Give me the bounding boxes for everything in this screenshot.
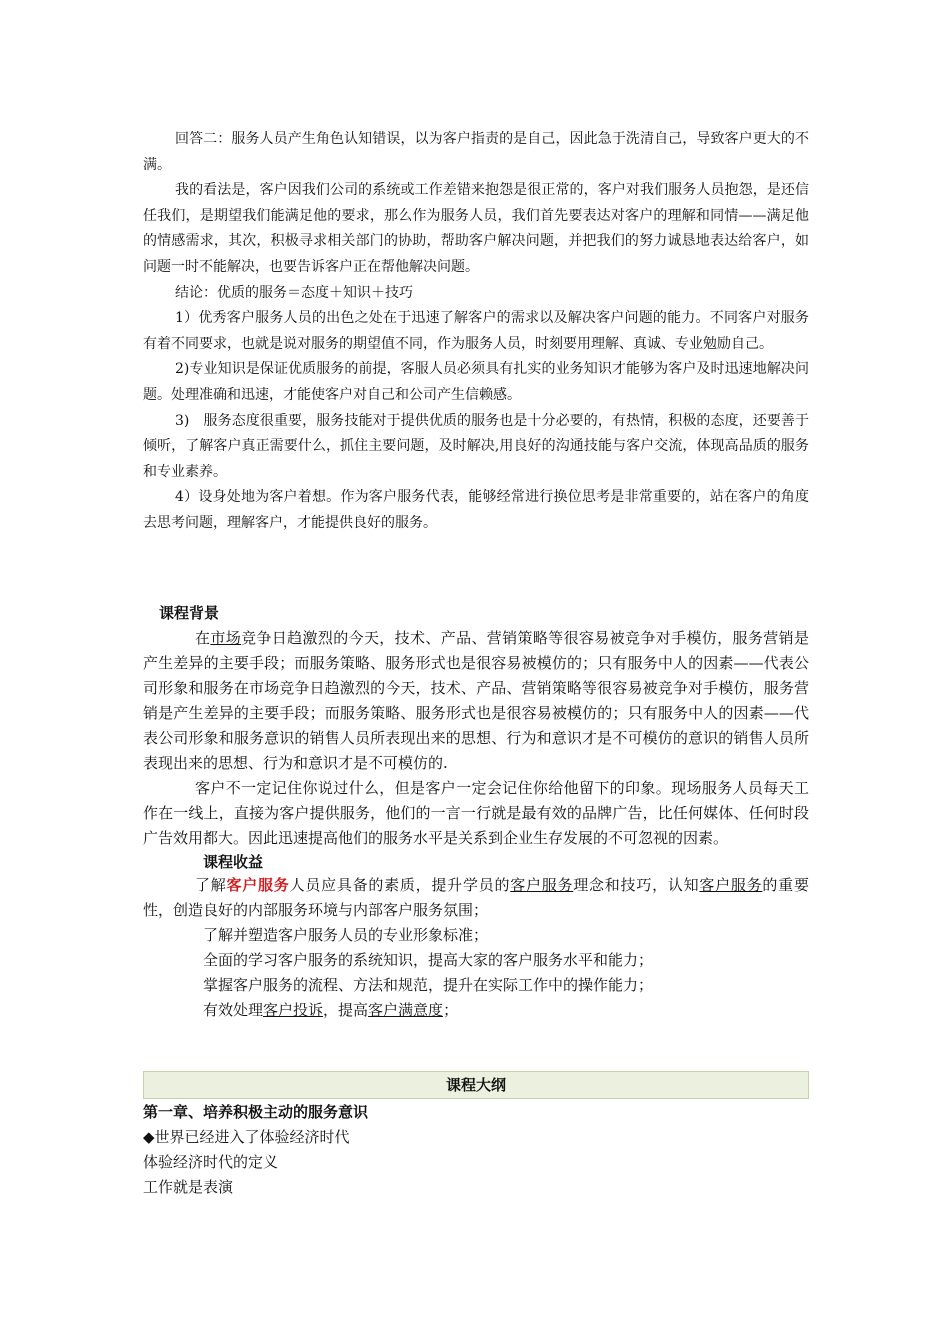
text-run: 有效处理 [203,1001,264,1019]
text-run: ； [443,1001,459,1019]
gain-item-1 [143,873,809,923]
gain-item-5 [203,998,809,1023]
background-paragraph-2: 客户不一定记住你说过什么，但是客户一定会记住你给他留下的印象。现场服务人员每天工作在一线上，直接为客户提供服务，他们的一言一行就是最有效的品牌广告，比任何媒体、任何时段广告效用都大。因此迅速提高他们的服务水平是关系到企业生存发展的不可忽视的因素。 [143,779,809,847]
market-link[interactable]: 市场 [210,629,242,647]
chapter-title: 第一章、培养积极主动的服务意识 [143,1103,369,1121]
text-run: 的重要性，创造良好的内部服务环境与内部客户服务氛围； [143,876,809,919]
gains-heading: 课程收益 [203,853,264,871]
qa-section [143,127,809,537]
text-run: ，提高 [323,1001,369,1019]
gain-item-4: 掌握客户服务的流程、方法和规范，提升在实际工作中的操作能力； [203,976,654,994]
text-run: 在 [195,629,211,647]
satisfaction-link[interactable]: 客户满意度 [368,1001,444,1019]
gain-item-2: 了解并塑造客户服务人员的专业形象标准； [203,926,489,944]
customer-service-link-2[interactable]: 客户服务 [699,876,763,894]
outline-item-2: 体验经济时代的定义 [143,1153,279,1171]
outline-item-1: ◆世界已经进入了体验经济时代 [143,1128,350,1146]
text-run: 了解 [195,876,227,894]
text-run: 理念和技巧，认知 [573,876,700,894]
customer-service-keyword: 客户服务 [226,876,290,894]
outline-item-3: 工作就是表演 [143,1178,234,1196]
outline-section [143,1100,809,1200]
conclusion-point-1: 1）优秀客户服务人员的出色之处在于迅速了解客户的需求以及解决客户问题的能力。不同客户对服务有着不同要求，也就是说对服务的期望值不同，作为服务人员，时刻要用理解、真诚、专业勉励自己。 [143,310,809,352]
outline-header-bar: 课程大纲 [143,1071,809,1099]
text-run: 竞争日趋激烈的今天，技术、产品、营销策略等很容易被竞争对手模仿，服务营销是产生差异的主要手段；而服务策略、服务形式也是很容易被模仿的；只有服务中人的因素——代表公司形象和服务在市场竞争日趋激烈的今天，技术、产品、营销策略等很容易被竞争对手模仿，服务营销是产生差异的主要手段；而服务策略、服务形式也是很容易被模仿的；只有服务中人的因素——代表公司形象和服务意识的销售人员所表现出来的思想、行为和意识才是不可模仿的意识的销售人员所表现出来的思想、行为和意识才是不可模仿的. [143,629,809,772]
complaint-link[interactable]: 客户投诉 [263,1001,324,1019]
my-view-paragraph: 我的看法是，客户因我们公司的系统或工作差错来抱怨是很正常的，客户对我们服务人员抱怨，是还信任我们，是期望我们能满足他的要求，那么作为服务人员，我们首先要表达对客户的理解和同情——满足他的情感需求，其次，积极寻求相关部门的协助，帮助客户解决问题，并把我们的努力诚恳地表达给客户，如问题一时不能解决，也要告诉客户正在帮他解决问题。 [143,182,809,275]
conclusion-point-3: 3) 服务态度很重要，服务技能对于提供优质的服务也是十分必要的，有热情，积极的态度，还要善于倾听，了解客户真正需要什么，抓住主要问题，及时解决,用良好的沟通技能与客户交流，体现高品质的服务和专业素养。 [143,412,809,480]
text-run: 人员应具备的素质，提升学员的 [289,876,511,894]
gain-item-3: 全面的学习客户服务的系统知识，提高大家的客户服务水平和能力； [203,951,654,969]
conclusion-point-2: 2)专业知识是保证优质服务的前提，客服人员必须具有扎实的业务知识才能够为客户及时迅速地解决问题。处理准确和迅速，才能使客户对自己和公司产生信赖感。 [143,361,809,403]
conclusion-line: 结论：优质的服务＝态度＋知识＋技巧 [175,284,413,301]
course-intro-section [143,600,809,1023]
background-paragraph-1 [143,626,809,776]
answer-two: 回答二：服务人员产生角色认知错误，以为客户指责的是自己，因此急于洗清自己，导致客户更大的不满。 [143,131,809,173]
customer-service-link-1[interactable]: 客户服务 [510,876,574,894]
background-heading: 课程背景 [159,604,220,622]
conclusion-point-4: 4）设身处地为客户着想。作为客户服务代表，能够经常进行换位思考是非常重要的，站在客户的角度去思考问题，理解客户，才能提供良好的服务。 [143,489,809,531]
